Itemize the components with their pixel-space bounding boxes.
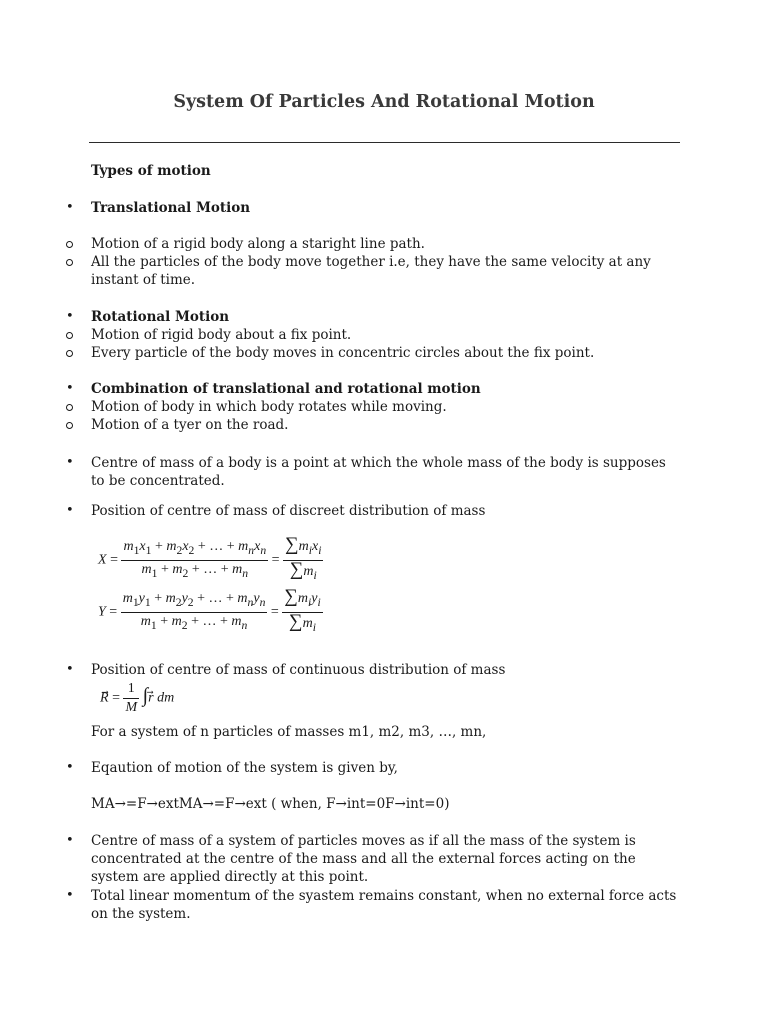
bullet-icon: • — [66, 503, 74, 518]
centre-moves-text: Centre of mass of a system of particles moves as if all the mass of the system is concentrated at the centre of the mass and all the external forces acting on the system are applied directly at this point. — [91, 833, 636, 885]
list-item: All the particles of the body move together i.e, they have the same velocity at any instant of time. — [91, 254, 651, 288]
list-item: Motion of body in which body rotates while moving. — [91, 399, 447, 415]
circle-bullet-icon — [66, 332, 73, 339]
bullet-icon: • — [66, 309, 74, 324]
continuous-heading: Position of centre of mass of continuous distribution of mass — [91, 662, 506, 678]
equation-heading: Eqaution of motion of the system is given by, — [91, 760, 398, 776]
combination-heading: Combination of translational and rotational motion — [91, 381, 481, 397]
discrete-heading: Position of centre of mass of discreet distribution of mass — [91, 503, 486, 519]
list-item: Motion of a tyer on the road. — [91, 417, 289, 433]
bullet-icon: • — [66, 200, 74, 215]
bullet-icon: • — [66, 888, 74, 903]
centre-definition: Centre of mass of a body is a point at which the whole mass of the body is supposes to be concentrated. — [91, 455, 666, 489]
formula-r: R⃗ = $\frac{1}{M}$ ∫r⃗ dm — [100, 681, 175, 715]
bullet-icon: • — [66, 760, 74, 775]
circle-bullet-icon — [66, 404, 73, 411]
bullet-icon: • — [66, 662, 74, 677]
title-divider — [89, 142, 680, 143]
formula-y: Y = $\frac{m_1y_1 + m_2y_2 + \dots + m_ny_n}{m_1 + m_2 + \dots + m_n}$ = $\frac{\sum m_iy_i}{\sum m_i}$ — [98, 586, 321, 634]
list-item: Motion of a rigid body along a staright line path. — [91, 236, 425, 252]
formula-x: X = $\frac{m_1x_1 + m_2x_2 + \dots + m_nx_n}{m_1 + m_2 + \dots + m_n}$ = $\frac{\sum m_ix_i}{\sum m_i}$ — [98, 534, 322, 582]
types-heading: Types of motion — [91, 163, 211, 179]
list-item: Motion of rigid body about a fix point. — [91, 327, 352, 343]
bullet-icon: • — [66, 455, 74, 470]
bullet-icon: • — [66, 833, 74, 848]
momentum-text: Total linear momentum of the syastem remains constant, when no external force acts on the system. — [91, 888, 677, 922]
rotational-heading: Rotational Motion — [91, 309, 230, 325]
list-item: Every particle of the body moves in concentric circles about the fix point. — [91, 345, 595, 361]
system-text: For a system of n particles of masses m1, m2, m3, …, mn, — [91, 724, 487, 740]
circle-bullet-icon — [66, 241, 73, 248]
page-title: System Of Particles And Rotational Motion — [173, 92, 595, 112]
translational-heading: Translational Motion — [91, 200, 251, 216]
circle-bullet-icon — [66, 350, 73, 357]
circle-bullet-icon — [66, 422, 73, 429]
equation-line: MA→=F→extMA→=F→ext ( when, F→int=0F→int=0) — [91, 796, 450, 812]
bullet-icon: • — [66, 381, 74, 396]
circle-bullet-icon — [66, 259, 73, 266]
